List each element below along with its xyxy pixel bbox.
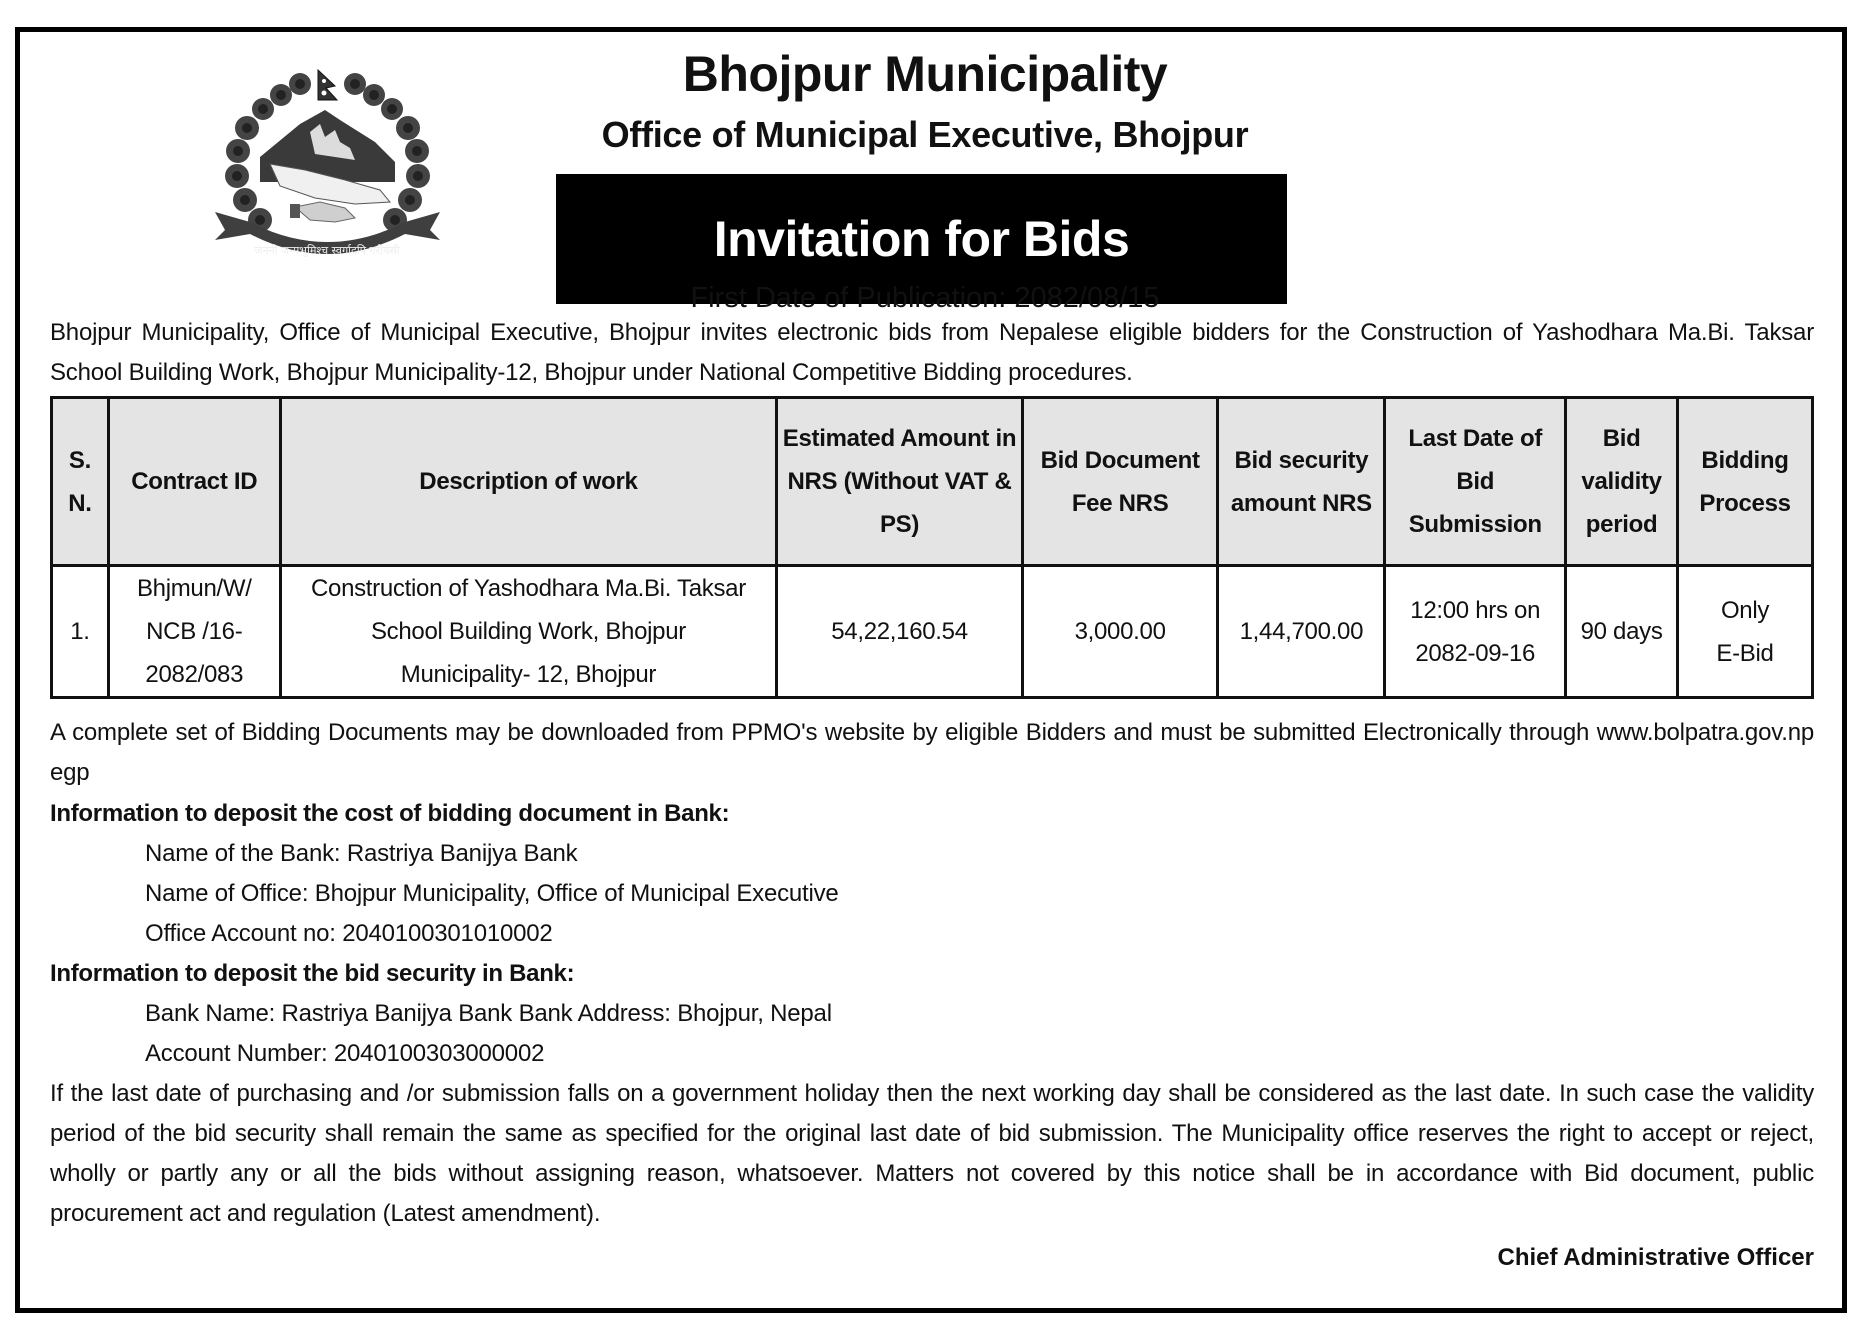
bank-security-line: Account Number: 2040100303000002: [145, 1040, 545, 1067]
documents-note: A complete set of Bidding Documents may be downloaded from PPMO's website by eligible Bidders and must be submitted Electronically through www.bolpatra.gov.np egp: [50, 719, 1814, 786]
cell-validity: 90 days: [1566, 566, 1678, 698]
bank-cost-line: Name of the Bank: Rastriya Banijya Bank: [145, 840, 578, 867]
cell-sn: 1.: [52, 566, 109, 698]
bank-security-line: Bank Name: Rastriya Banijya Bank Bank Address: Bhojpur, Nepal: [145, 1000, 832, 1027]
emblem-motto: जननी जन्मभूमिश्च स्वर्गादपि गरीयसी: [254, 244, 400, 257]
col-header-contract-id: Contract ID: [108, 398, 280, 566]
cell-description: Construction of Yashodhara Ma.Bi. Taksar School Building Work, Bhojpur Municipality- 12, Bhojpur: [280, 566, 777, 698]
intro-paragraph: Bhojpur Municipality, Office of Municipal Executive, Bhojpur invites electronic bids from Nepalese eligible bidders for the Construction of Yashodhara Ma.Bi. Taksar School Building Work, Bhojpur Municipality-12, Bhojpur under National Competitive Bidding procedures.: [50, 319, 1814, 386]
cell-process: Only E-Bid: [1678, 566, 1813, 698]
col-header-bid-document-fee: Bid Document Fee NRS: [1022, 398, 1218, 566]
table-row: [52, 566, 1813, 698]
cell-contract-id: Bhjmun/W/ NCB /16-2082/083: [108, 566, 280, 698]
bank-security-heading: Information to deposit the bid security in Bank:: [50, 960, 575, 987]
holiday-note: If the last date of purchasing and /or submission falls on a government holiday then the next working day shall be considered as the last date. In such case the validity period of the bid security shall remain the same as specified for the original last date of bid submission. The Municipality office reserves the right to accept or reject, wholly or partly any or all the bids without assigning reason, whatsoever. Matters not covered by this notice shall be in accordance with Bid document, public procurement act and regulation (Latest amendment).: [50, 1080, 1814, 1227]
bank-cost-line: Name of Office: Bhojpur Municipality, Office of Municipal Executive: [145, 880, 839, 907]
cell-bid-document-fee: 3,000.00: [1022, 566, 1218, 698]
col-header-estimated-amount: Estimated Amount in NRS (Without VAT & PS): [777, 398, 1023, 566]
banner-text: Invitation for Bids: [713, 211, 1130, 267]
page-title: Bhojpur Municipality: [682, 46, 1168, 102]
col-header-last-date: Last Date of Bid Submission: [1385, 398, 1566, 566]
cell-bid-security: 1,44,700.00: [1218, 566, 1385, 698]
col-header-description: Description of work: [280, 398, 777, 566]
col-header-sn: S. N.: [52, 398, 109, 566]
col-header-process: Bidding Process: [1678, 398, 1813, 566]
office-subtitle: Office of Municipal Executive, Bhojpur: [601, 114, 1249, 155]
publication-date: First Date of Publication: 2082/08/15: [690, 282, 1160, 314]
col-header-bid-security: Bid security amount NRS: [1218, 398, 1385, 566]
table-header-row: [52, 398, 1813, 566]
bids-table: [50, 396, 1814, 699]
nepal-national-emblem-icon: [205, 62, 450, 277]
bank-cost-heading: Information to deposit the cost of bidding document in Bank:: [50, 800, 730, 827]
cell-last-date: 12:00 hrs on 2082-09-16: [1385, 566, 1566, 698]
col-header-validity: Bid validity period: [1566, 398, 1678, 566]
bank-cost-line: Office Account no: 2040100301010002: [145, 920, 553, 947]
signoff: Chief Administrative Officer: [1497, 1244, 1814, 1271]
cell-estimated-amount: 54,22,160.54: [777, 566, 1023, 698]
